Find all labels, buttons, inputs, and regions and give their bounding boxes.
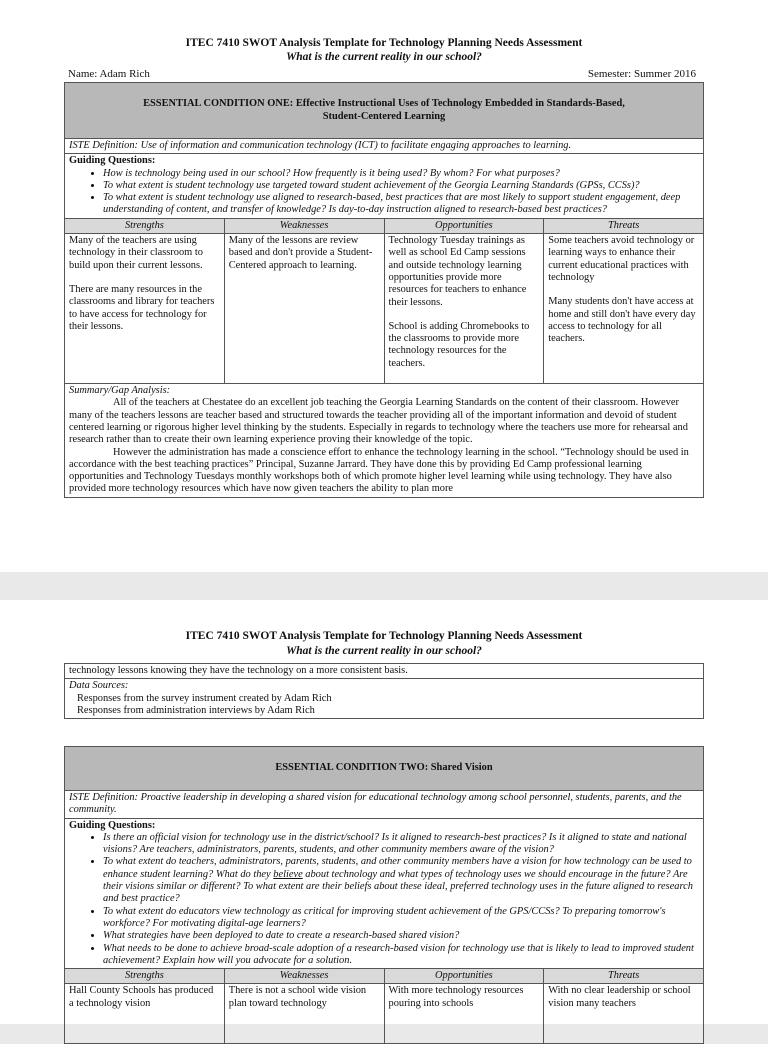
threat-item: Many students don't have access at home and still don't have every day access to technology for all teachers. (548, 296, 696, 345)
guiding-questions-label: Guiding Questions: (69, 155, 156, 167)
ec1-title-line2: Student-Centered Learning (322, 110, 446, 122)
weakness-item: Many of the lessons are review based and don't provide a Student-Centered approach to learning. (228, 235, 373, 271)
document-page-2 (0, 600, 768, 1024)
page-subtitle: What is the current reality in our school? (286, 51, 482, 63)
col-header-threats: Threats (544, 969, 704, 984)
ec1-question-3: • To what extent is student technology use aligned to research-based, best practices that are most likely to support student engagement, deep understanding of content, and transfer of knowledge? Is day-to-day instruction aligned to research-based best practices? (103, 192, 699, 217)
threat-item: Some teachers avoid technology or learning ways to enhance their current educational practices with technology (548, 235, 695, 283)
ec2-question-3: • To what extent do educators view technology as critical for improving student achievement of the GPS/CCSs? To preparing tomorrow's workforce? For motivating digital-age learners? (103, 906, 699, 931)
col-header-strengths: Strengths (65, 969, 225, 984)
ec1-opportunities-cell (384, 234, 544, 384)
col-header-weaknesses: Weaknesses (224, 218, 384, 233)
summary-paragraph-2: However the administration has made a conscience effort to enhance the technology learning in the school. “Technology should be used in accordance with the best teaching practices” Principal, Suzanne Jarrard. They have done this by providing Ed Camp professional learning opportunities and Technology Tuesdays monthly workshops both of which promote higher level learning while using technology. They have also provided more technology resources which have now given teachers the ability to plan more (69, 446, 689, 495)
ec1-threats-cell (544, 234, 704, 384)
ec1-summary-cell (65, 384, 704, 498)
guiding-questions-label: Guiding Questions: (69, 819, 156, 831)
opportunity-item: School is adding Chromebooks to the classrooms to provide more technology resources for the teachers. (388, 320, 530, 369)
data-source-item: Responses from the survey instrument created by Adam Rich (77, 692, 332, 704)
data-source-item: Responses from administration interviews by Adam Rich (77, 704, 315, 716)
ec2-iste-definition: ISTE Definition: Proactive leadership in developing a shared vision for educational technology among school personnel, students, parents, and the community. (65, 791, 704, 819)
ec1-iste-definition: ISTE Definition: Use of information and communication technology (ICT) to facilitate engaging approaches to learning. (65, 139, 704, 154)
ec2-opportunities-cell: With more technology resources pouring into schools (384, 984, 544, 1044)
ec2-question-1: • Is there an official vision for technology use in the district/school? Is it aligned to research-best practices? Is it aligned to state and national visions? Are teachers, administrators, parents, students, and other community members aware of the vision? (103, 832, 699, 857)
semester: Semester: Summer 2016 (587, 68, 696, 80)
col-header-strengths: Strengths (65, 218, 225, 233)
col-header-weaknesses: Weaknesses (224, 969, 384, 984)
ec1-guiding-questions (65, 154, 704, 218)
ec2-question-5: • What needs to be done to achieve broad-scale adoption of a research-based vision for technology use that is likely to lead to improved student achievement? Explain how will you advocate for a solution. (103, 943, 699, 968)
page-title: ITEC 7410 SWOT Analysis Template for Technology Planning Needs Assessment (185, 37, 583, 49)
ec2-strengths-cell: Hall County Schools has produced a technology vision (65, 984, 225, 1044)
student-name: Name: Adam Rich (68, 68, 150, 80)
ec1-weaknesses-cell (224, 234, 384, 384)
believe-underlined: believe (273, 868, 303, 880)
ec2-weaknesses-cell: There is not a school wide vision plan toward technology (224, 984, 384, 1044)
ec1-continued-table (64, 663, 704, 719)
summary-continuation: technology lessons knowing they have the technology on a more consistent basis. (65, 664, 704, 679)
data-sources-cell (65, 679, 704, 719)
ec1-table (64, 82, 704, 498)
ec2-table (64, 746, 704, 1044)
ec1-question-2: • To what extent is student technology use targeted toward student achievement of the Georgia Learning Standards (GPSs, CCSs)? (103, 180, 699, 192)
col-header-opportunities: Opportunities (384, 969, 544, 984)
ec1-strengths-cell (65, 234, 225, 384)
ec2-question-4: • What strategies have been deployed to date to create a research-based shared vision? (103, 930, 699, 942)
ec2-question-2: • To what extent do teachers, administrators, parents, students, and other community members have a vision for how technology can be used to enhance student learning? What do they believe about technology and what types of technology uses we should encourage in the future? Are their visions similar or different? To what extent are their beliefs about these ideal, preferred technology uses in the future aligned to research and best practice? (103, 856, 699, 905)
summary-paragraph-1: All of the teachers at Chestatee do an excellent job teaching the Georgia Learning Standards on the content of their classroom. However many of the teachers lessons are teacher based and structured towards the teacher providing all of the important information and devoid of student centered learning or rigorous higher level thinking by the students. Especially in regards to technology where the teachers use more for rehearsal and research rather than to create their own learning experience proving their knowledge of the topic. (69, 397, 688, 446)
opportunity-item: Technology Tuesday trainings as well as school Ed Camp sessions and outside technology learning opportunities provide more resources for teachers to enhance their lessons. (388, 235, 527, 308)
ec2-heading: ESSENTIAL CONDITION TWO: Shared Vision (65, 747, 704, 791)
ec1-question-1: • How is technology being used in our school? How frequently is it being used? By whom? For what purposes? (103, 168, 699, 180)
ec1-title-line1: ESSENTIAL CONDITION ONE: Effective Instructional Uses of Technology Embedded in Standards-Based, (143, 98, 625, 110)
page-title: ITEC 7410 SWOT Analysis Template for Technology Planning Needs Assessment (185, 630, 583, 642)
ec1-heading (65, 83, 704, 139)
ec2-guiding-questions (65, 818, 704, 969)
ec2-threats-cell: With no clear leadership or school vision many teachers (544, 984, 704, 1044)
strength-item: Many of the teachers are using technology in their classroom to build upon their current lessons. (69, 235, 203, 271)
strength-item: There are many resources in the classrooms and library for teachers to have access for technology for their lessons. (69, 283, 215, 332)
col-header-threats: Threats (544, 218, 704, 233)
summary-label: Summary/Gap Analysis: (69, 385, 171, 397)
page-subtitle: What is the current reality in our school? (286, 645, 482, 657)
data-sources-label: Data Sources: (69, 680, 129, 692)
col-header-opportunities: Opportunities (384, 218, 544, 233)
